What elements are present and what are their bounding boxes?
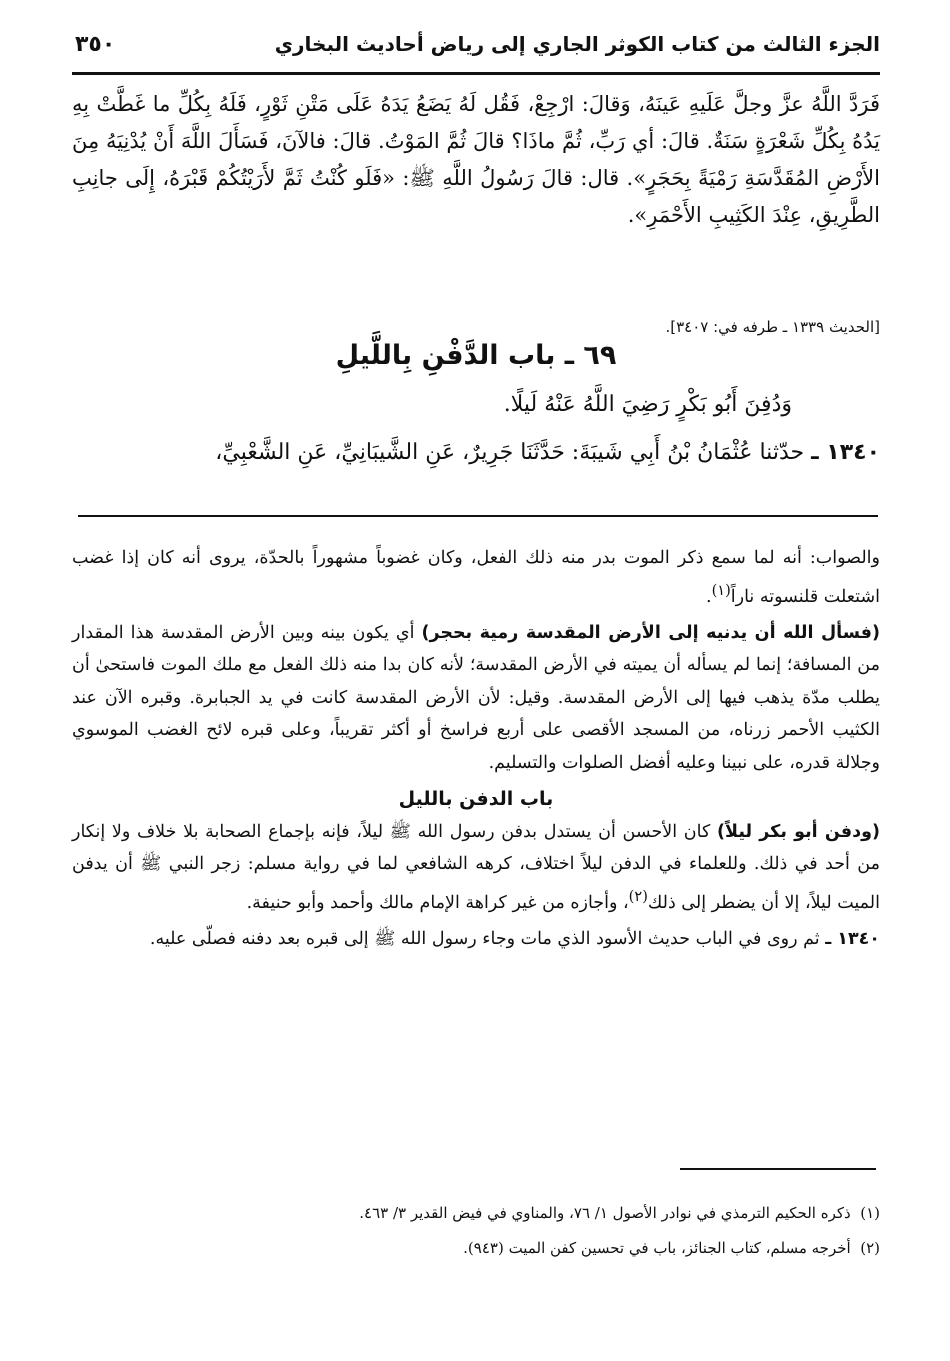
quoted-phrase: (فسأل الله أن يدنيه إلى الأرض المقدسة رمية بحجر) — [421, 622, 881, 643]
footnote-divider — [680, 1168, 876, 1170]
isnad-line — [72, 440, 880, 465]
commentary-divider — [78, 515, 878, 517]
commentary-subtitle: باب الدفن بالليل — [398, 788, 554, 811]
commentary-paragraph: (فسأل الله أن يدنيه إلى الأرض المقدسة رمية بحجر) أي يكون بينه وبين الأرض المقدسة هذا المقدار من المسافة؛ إنما لم يسأله أن يميته في الأرض المقدسة؛ لأنه كان بدا منه ذلك الفعل مع ملك الموت فاستحىٰ أن يطلب مدّة يذهب فيها إلى الأرض المقدسة. وقيل: لأن الأرض المقدسة كانت في يد الجبابرة. وقبره الآن عند الكثيب الأحمر زرناه، من المسجد الأقصى على أربع فراسخ أو أكثر تقريباً، وعلى قبره لائح الغضب الموسوي وجلالة قدره، على نبينا وعليه أفضل الصلوات والتسليم. — [72, 622, 881, 773]
isnad-text: حدّثنا عُثْمَانُ بْنُ أَبِي شَيبَةَ: حَدَّثَنَا جَرِيرٌ، عَنِ الشَّيبَانِيِّ، عَنِ الشَّعْبِيِّ، — [215, 440, 805, 465]
hadith-reference: [الحديث ١٣٣٩ ـ طرفه في: ٣٤٠٧]. — [665, 318, 880, 336]
footnote-marker: (٢) — [628, 887, 648, 905]
hadith-number: ١٣٤٠ ـ — [811, 440, 880, 465]
footnote: (٢) أخرجه مسلم، كتاب الجنائز، باب في تحسين كفن الميت (٩٤٣). — [463, 1239, 880, 1257]
commentary — [72, 542, 880, 960]
footnote: (١) ذكره الحكيم الترمذي في نوادر الأصول ١/ ٧٦، والمناوي في فيض القدير ٣/ ٤٦٣. — [359, 1204, 880, 1222]
page-header — [75, 28, 880, 72]
footnote-marker: (١) — [711, 581, 731, 599]
page-number: ٣٥٠ — [75, 32, 116, 57]
hadith-number: ١٣٤٠ ـ — [825, 929, 880, 950]
running-title: الجزء الثالث من كتاب الكوثر الجاري إلى رياض أحاديث البخاري — [274, 32, 880, 56]
hadith-text — [72, 86, 880, 234]
commentary-paragraph: ١٣٤٠ ـ ثم روى في الباب حديث الأسود الذي مات وجاء رسول الله ﷺ إلى قبره بعد دفنه فصلّى عليه. — [149, 929, 880, 950]
chapter-title: ٦٩ ـ باب الدَّفْنِ بِاللَّيلِ — [335, 340, 617, 371]
chapter-note: وَدُفِنَ أَبُو بَكْرٍ رَضِيَ اللَّهُ عَنْهُ لَيلًا. — [503, 392, 792, 417]
footnotes — [72, 1196, 880, 1266]
commentary-paragraph: (ودفن أبو بكر ليلاً) كان الأحسن أن يستدل بدفن رسول الله ﷺ ليلاً، فإنه بإجماع الصحابة بلا خلاف ولا إنكار من أحد في ذلك. وللعلماء في الدفن ليلاً اختلاف، كرهه الشافعي لما في رواية مسلم: زجر النبي ﷺ أن يدفن الميت ليلاً، إلا أن يضطر إلى ذلك$^{(٢)}$، وأجازه من غير كراهة الإمام مالك وأحمد وأبو حنيفة. — [72, 821, 880, 913]
header-divider — [72, 72, 880, 75]
hadith-paragraph: فَرَدَّ اللَّهُ عزَّ وجلَّ عَلَيهِ عَينَهُ، وَقالَ: ارْجِعْ، فَقُل لَهُ يَضَعُ يَدَهُ عَلَى مَتْنِ ثَوْرٍ، فَلَهُ بِكُلِّ ما غَطَّتْ بِهِ يَدُهُ بِكُلِّ شَعْرَةٍ سَنَةٌ. قالَ: أي رَبِّ، ثُمَّ ماذَا؟ قالَ ثُمَّ المَوْتُ. قالَ: فالآنَ، فَسَأَلَ اللَّهَ أَنْ يُدْنِيَهُ مِنَ الأَرْضِ المُقَدَّسَةِ رَمْيَةً بِحَجَرٍ». قال: قالَ رَسُولُ اللَّهِ ﷺ: «فَلَو كُنْتُ ثَمَّ لأَرَيْتُكُمْ قَبْرَهُ، إِلَى جانِبِ الطَّرِيقِ، عِنْدَ الكَثِيبِ الأَحْمَرِ». — [72, 92, 880, 227]
quoted-phrase: (ودفن أبو بكر ليلاً) — [717, 821, 880, 842]
commentary-paragraph: والصواب: أنه لما سمع ذكر الموت بدر منه ذلك الفعل، وكان غضوباً مشهوراً بالحدّة، يروى أنه كان إذا غضب اشتعلت قلنسوته ناراً$^{(١)}$. — [72, 548, 880, 607]
